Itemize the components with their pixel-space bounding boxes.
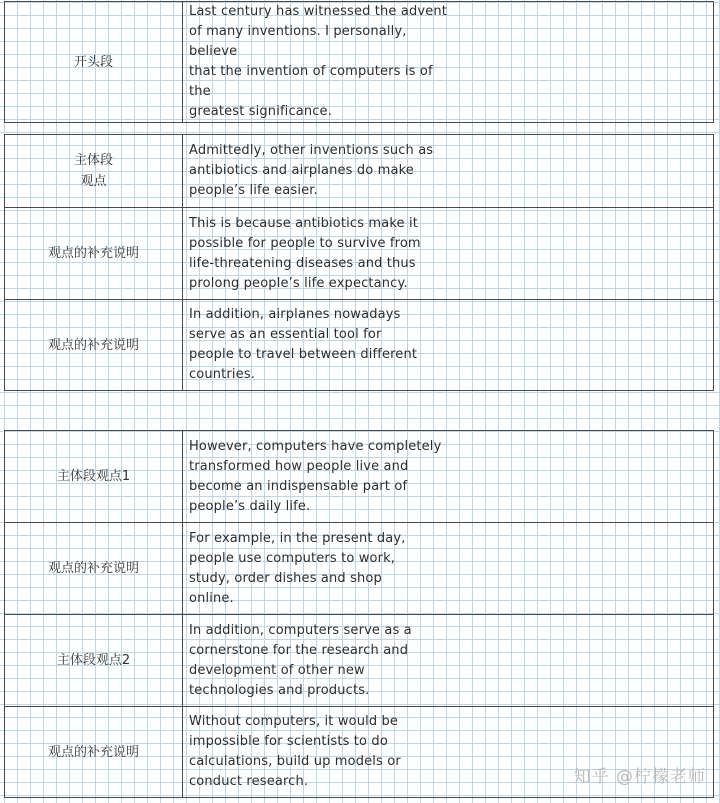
row-content-text: Admittedly, other inventions such as antibiotics and airplanes do make people’s life easier. — [189, 143, 434, 198]
row-content-text: However, computers have completely transformed how people live and become an indispensable part of people’s daily life. — [189, 438, 442, 514]
row-label-cell — [5, 208, 183, 300]
watermark: 知乎 @柠檬老师 — [573, 767, 706, 787]
row-label: 观点的补充说明 — [47, 561, 139, 576]
table-row — [5, 523, 714, 615]
row-content-cell — [183, 615, 714, 707]
row-content-cell — [183, 135, 714, 208]
intro-paragraph-table — [4, 1, 714, 123]
main-argument-table — [4, 430, 714, 798]
row-label: 观点的补充说明 — [47, 744, 139, 760]
row-content-text: In addition, airplanes nowadays serve as an essential tool for people to travel between different countries. — [189, 307, 418, 382]
row-label: 开头段 — [73, 54, 113, 70]
row-content-cell — [183, 523, 714, 615]
row-label-cell — [5, 523, 183, 615]
row-content-cell — [183, 431, 714, 523]
row-label-cell — [5, 707, 183, 798]
row-content-cell — [183, 208, 714, 300]
row-label-cell — [5, 300, 183, 391]
table-row — [5, 2, 714, 123]
row-content-text: In addition, computers serve as a cornerstone for the research and development of other new technologies and products. — [189, 622, 412, 698]
table-row — [5, 300, 714, 391]
row-content-cell — [183, 2, 714, 123]
row-label-cell — [5, 2, 183, 123]
row-label: 主体段观点1 — [56, 469, 131, 484]
table-row — [5, 431, 714, 523]
row-label-cell — [5, 615, 183, 707]
row-content-cell — [183, 300, 714, 391]
table-row — [5, 208, 714, 300]
row-content-text: For example, in the present day, people use computers to work, study, order dishes and shop online. — [189, 530, 406, 606]
row-label: 主体段 观点 — [73, 153, 113, 189]
concession-paragraph-table — [4, 134, 714, 391]
row-label: 观点的补充说明 — [47, 337, 139, 353]
table-row — [5, 615, 714, 707]
row-label: 观点的补充说明 — [47, 246, 139, 261]
table-row — [5, 135, 714, 208]
row-content-text: This is because antibiotics make it possible for people to survive from life-threatening diseases and thus prolong people’s life expectancy. — [189, 215, 421, 291]
row-label-cell — [5, 135, 183, 208]
row-content-text: Last century has witnessed the advent of many inventions. I personally, believe that the invention of computers is of the greatest significance. — [189, 4, 447, 119]
row-label: 主体段观点2 — [56, 653, 131, 668]
row-content-text: Without computers, it would be impossible for scientists to do calculations, build up models or conduct research. — [189, 714, 401, 789]
row-label-cell — [5, 431, 183, 523]
